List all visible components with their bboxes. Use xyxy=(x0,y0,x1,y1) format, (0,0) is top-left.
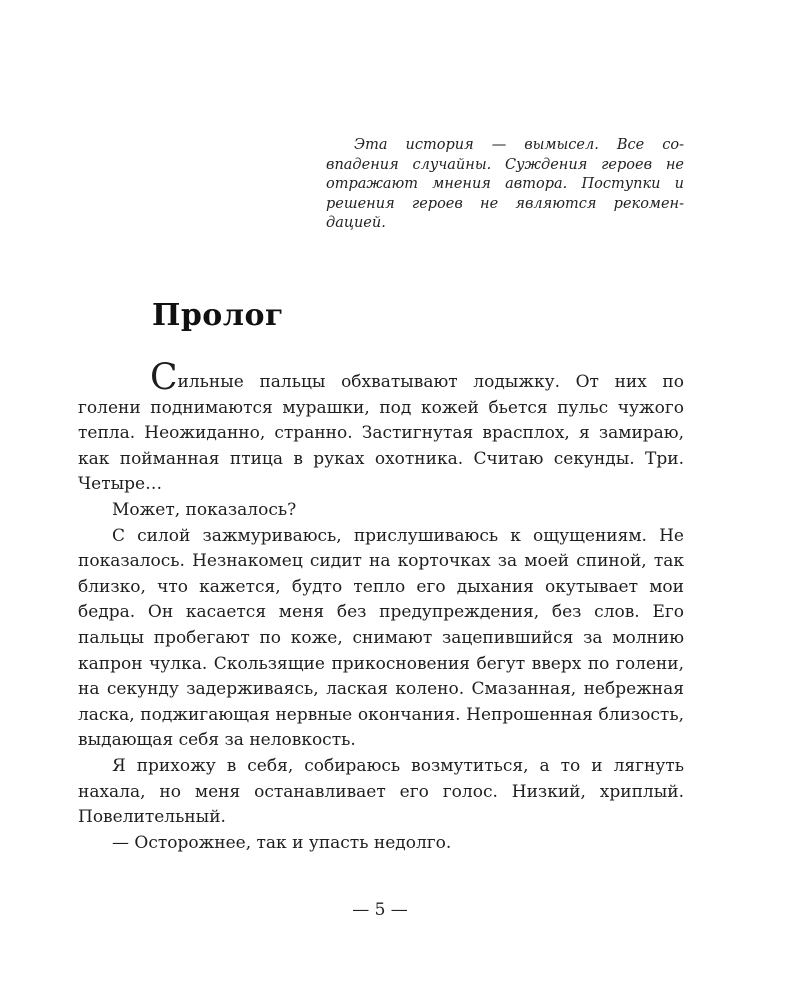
paragraph-2: Может, показалось? xyxy=(112,499,297,520)
chapter-body xyxy=(78,357,684,856)
paragraph-5: — Осторожнее, так и упасть недолго. xyxy=(112,832,452,853)
paragraph-1 xyxy=(78,357,684,498)
chapter-title: Пролог xyxy=(152,298,284,333)
page-number: — 5 — xyxy=(352,900,408,920)
paragraph-4: Я прихожу в себя, собираюсь возмутиться, а то и лягнуть нахала, но меня останавливает его голос. Низкий, хриплый. Повелительный. xyxy=(78,755,684,828)
drop-cap: С xyxy=(150,357,178,398)
epigraph: Эта история — вымысел. Все совпадения случайны. Суждения героев не отражают мнения автора. Поступки и решения героев не являются рекомендацией. xyxy=(326,137,684,231)
paragraph-3: С силой зажмуриваюсь, прислушиваюсь к ощущениям. Не показалось. Незнакомец сидит на корточках за моей спиной, так близко, что кажется, будто тепло его дыхания окутывает мои бедра. Он касается меня без предупреждения, без слов. Его пальцы пробегают по коже, снимают зацепившийся за молнию капрон чулка. Скользящие прикосновения бегут вверх по голени, на секунду задерживаясь, лаская колено. Смазанная, небрежная ласка, поджигающая нервные окончания. Непрошенная близость, выдающая себя за неловкость. xyxy=(78,525,684,751)
paragraph-1-text: ильные пальцы обхватывают лодыжку. От них по голени поднимаются мурашки, под кожей бьется пульс чужого тепла. Неожиданно, странно. Застигнутая врасплох, я замираю, как пойманная птица в руках охотника. Считаю секунды. Три. Четыре… xyxy=(78,372,684,495)
